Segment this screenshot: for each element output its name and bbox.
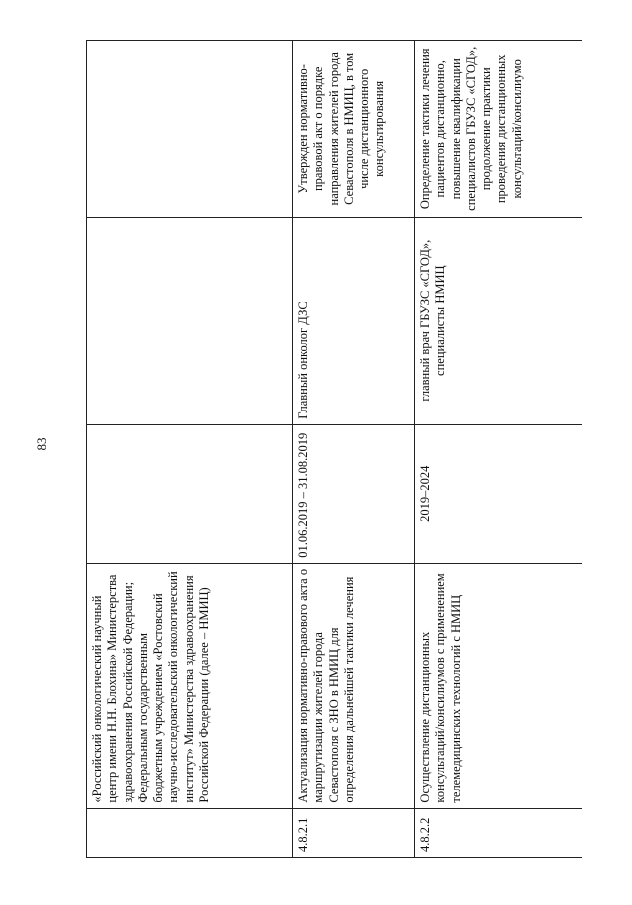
cell-activity: Актуализация нормативно-правового акта о маршрутизации жителей города Севастополя с ЗНО в НМИЦ для определения дальнейшей тактики лечения bbox=[293, 563, 415, 808]
plan-table bbox=[86, 40, 582, 858]
cell-number bbox=[87, 808, 293, 857]
table-row bbox=[87, 41, 293, 858]
cell-dates: 2019–2024 bbox=[415, 424, 583, 563]
table-frame bbox=[86, 40, 582, 858]
table-viewport bbox=[86, 40, 582, 858]
table-row bbox=[293, 41, 415, 858]
cell-result: Определение тактики лечения пациентов дистанционно, повышение квалификации специалистов ГБУЗС «СГОД», продолжение практики проведения дистанционных консультаций/консилиумо bbox=[415, 41, 583, 218]
page-number: 83 bbox=[34, 437, 49, 451]
cell-result: Утвержден нормативно-правовой акт о порядке направления жителей города Севастополя в НМИЦ, в том числе дистанционного консультирования bbox=[293, 41, 415, 218]
cell-result bbox=[87, 41, 293, 218]
cell-activity: Осуществление дистанционных консультаций/консилиумов с применением телемедицинских технологий с НМИЦ bbox=[415, 563, 583, 808]
cell-number: 4.8.2.2 bbox=[415, 808, 583, 857]
cell-responsible: Главный онколог ДЗС bbox=[293, 217, 415, 424]
cell-dates bbox=[87, 424, 293, 563]
cell-activity: «Российский онкологический научный центр имени Н.Н. Блохина» Министерства здравоохранения Российской Федерации; Федеральным государственным бюджетным учреждением «Ростовский научно-исследовательский онкологический институт» Министерства здравоохранения Российской Федерации (далее – НМИЦ) bbox=[87, 563, 293, 808]
cell-dates: 01.06.2019 – 31.08.2019 bbox=[293, 424, 415, 563]
cell-number: 4.8.2.1 bbox=[293, 808, 415, 857]
table-row bbox=[415, 41, 583, 858]
cell-responsible bbox=[87, 217, 293, 424]
cell-responsible: главный врач ГБУЗС «СГОД», специалисты НМИЦ bbox=[415, 217, 583, 424]
